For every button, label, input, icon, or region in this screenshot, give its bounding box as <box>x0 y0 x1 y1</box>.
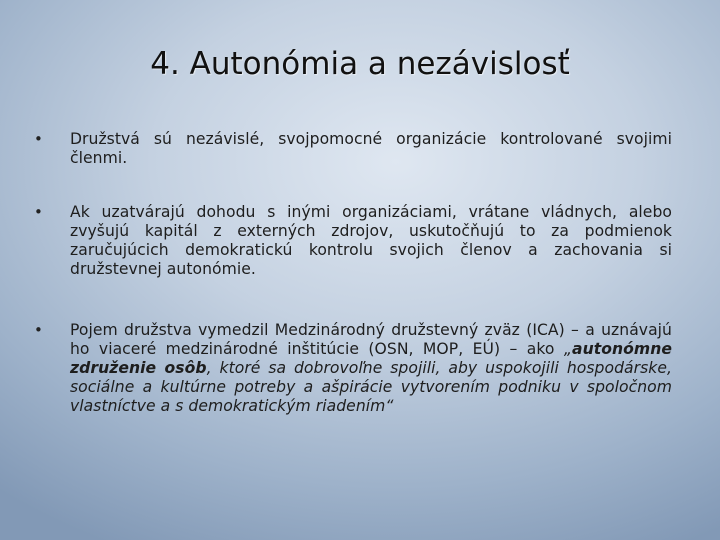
quote-open: „ <box>563 340 573 358</box>
bold-term: autonómne združenie osôb <box>70 340 672 377</box>
bullet-item <box>34 130 672 168</box>
bullet-text <box>70 321 672 416</box>
bullet-item <box>34 203 672 279</box>
bullet-dot-icon: • <box>34 130 43 148</box>
bullet-text-italic: , ktoré sa dobrovoľne spojili, aby uspokojili hospodárske, sociálne a kultúrne potreby a ašpirácie vytvorením podniku v spoločnom vlastníctve a s demokratickým riadením <box>70 359 672 415</box>
bullet-text: Ak uzatvárajú dohodu s inými organizáciami, vrátane vládnych, alebo zvyšujú kapitál z externých zdrojov, uskutočňujú to za podmienok zaručujúcich demokratickú kontrolu svojich členov a zachovania si družstevnej autonómie. <box>70 203 672 278</box>
bullet-dot-icon: • <box>34 203 43 221</box>
slide-title: 4. Autonómia a nezávislosť <box>150 46 570 82</box>
bullet-dot-icon: • <box>34 321 43 339</box>
quote-close: “ <box>385 397 394 415</box>
bullet-text: Družstvá sú nezávislé, svojpomocné organizácie kontrolované svojimi členmi. <box>70 130 672 167</box>
bullet-item <box>34 321 672 416</box>
bullet-text-plain: Pojem družstva vymedzil Medzinárodný družstevný zväz (ICA) – a uznávajú ho viaceré medzinárodné inštitúcie (OSN, MOP, EÚ) – ako <box>70 321 672 358</box>
